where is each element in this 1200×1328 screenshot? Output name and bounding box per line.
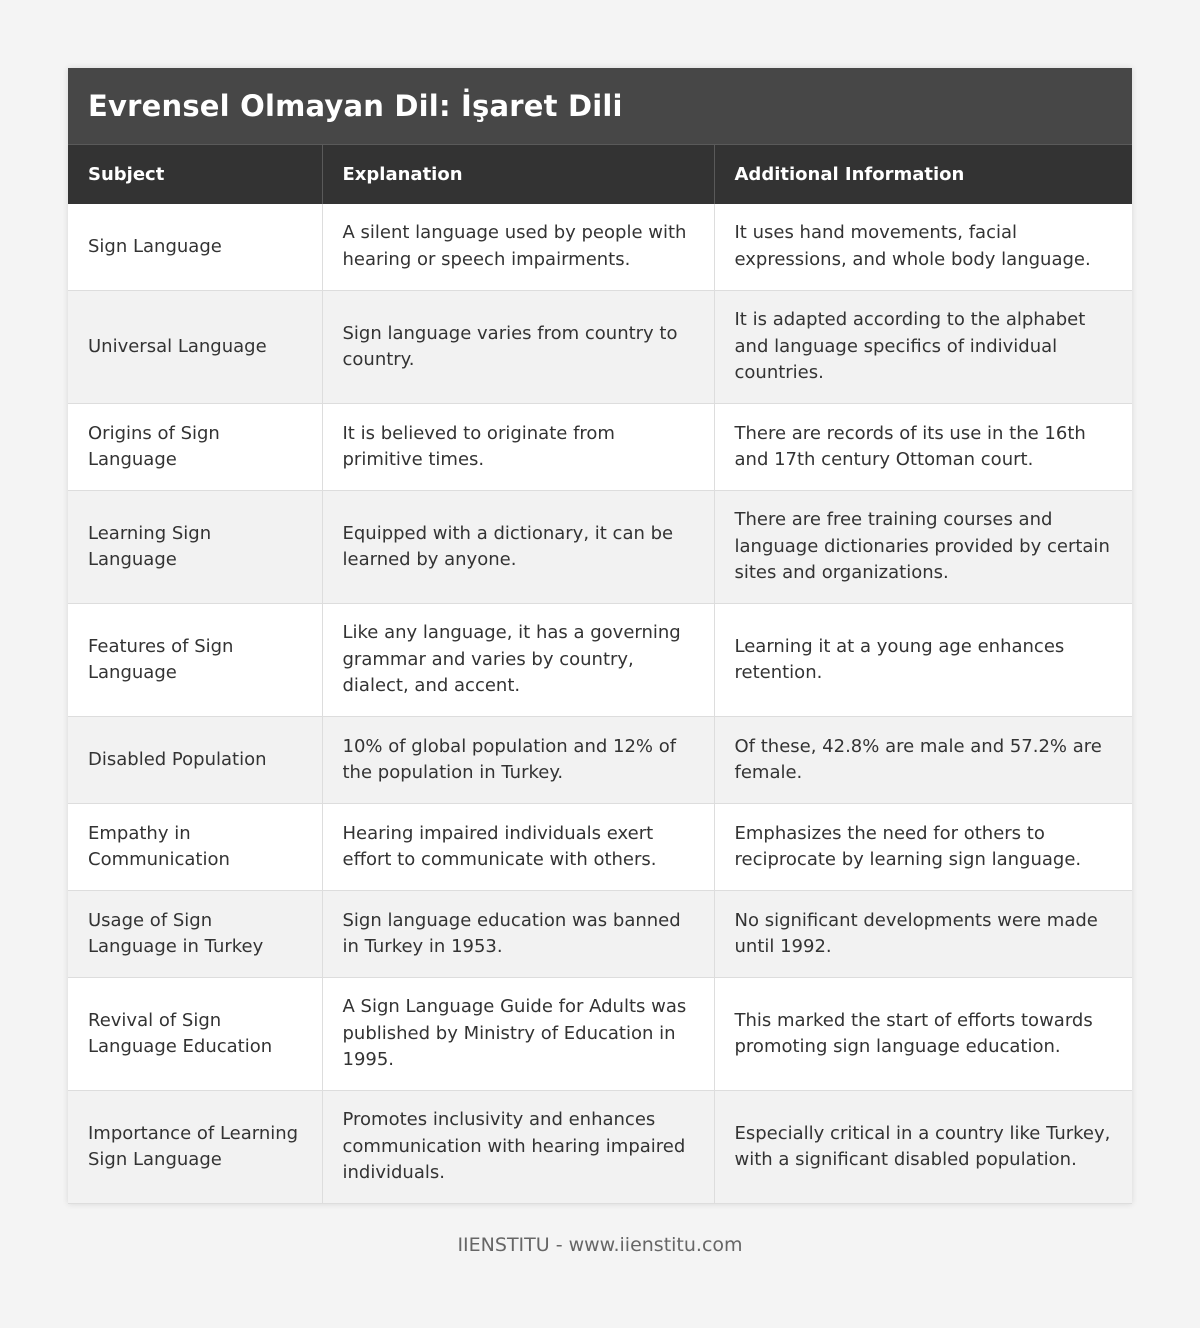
table-row — [68, 717, 1132, 804]
cell-additional-information: No significant developments were made until 1992. — [714, 891, 1132, 978]
cell-explanation: Equipped with a dictionary, it can be learned by anyone. — [322, 491, 714, 604]
table-row — [68, 1091, 1132, 1204]
table-row — [68, 291, 1132, 404]
cell-additional-information: There are records of its use in the 16th and 17th century Ottoman court. — [714, 404, 1132, 491]
cell-additional-information: It uses hand movements, facial expressions, and whole body language. — [714, 204, 1132, 291]
cell-additional-information: Especially critical in a country like Turkey, with a significant disabled population. — [714, 1091, 1132, 1204]
cell-explanation: It is believed to originate from primitive times. — [322, 404, 714, 491]
cell-subject: Usage of Sign Language in Turkey — [68, 891, 322, 978]
cell-subject: Origins of Sign Language — [68, 404, 322, 491]
page-title: Evrensel Olmayan Dil: İşaret Dili — [68, 68, 1132, 144]
cell-explanation: Sign language education was banned in Turkey in 1953. — [322, 891, 714, 978]
cell-explanation: Like any language, it has a governing grammar and varies by country, dialect, and accent. — [322, 604, 714, 717]
column-header-additional-information: Additional Information — [714, 145, 1132, 204]
cell-explanation: Promotes inclusivity and enhances communication with hearing impaired individuals. — [322, 1091, 714, 1204]
cell-explanation: 10% of global population and 12% of the population in Turkey. — [322, 717, 714, 804]
table-row — [68, 404, 1132, 491]
cell-additional-information: Emphasizes the need for others to reciprocate by learning sign language. — [714, 804, 1132, 891]
table-row — [68, 204, 1132, 291]
cell-explanation: A Sign Language Guide for Adults was published by Ministry of Education in 1995. — [322, 978, 714, 1091]
table-row — [68, 491, 1132, 604]
cell-additional-information: It is adapted according to the alphabet and language specifics of individual countries. — [714, 291, 1132, 404]
cell-additional-information: Of these, 42.8% are male and 57.2% are female. — [714, 717, 1132, 804]
cell-additional-information: Learning it at a young age enhances retention. — [714, 604, 1132, 717]
cell-subject: Learning Sign Language — [68, 491, 322, 604]
cell-subject: Universal Language — [68, 291, 322, 404]
cell-subject: Sign Language — [68, 204, 322, 291]
cell-subject: Disabled Population — [68, 717, 322, 804]
cell-explanation: Sign language varies from country to country. — [322, 291, 714, 404]
cell-explanation: Hearing impaired individuals exert effort to communicate with others. — [322, 804, 714, 891]
data-table — [68, 144, 1132, 1204]
content-card — [68, 68, 1132, 1204]
table-row — [68, 978, 1132, 1091]
cell-additional-information: This marked the start of efforts towards promoting sign language education. — [714, 978, 1132, 1091]
cell-additional-information: There are free training courses and language dictionaries provided by certain sites and organizations. — [714, 491, 1132, 604]
table-row — [68, 804, 1132, 891]
cell-subject: Importance of Learning Sign Language — [68, 1091, 322, 1204]
cell-subject: Empathy in Communication — [68, 804, 322, 891]
cell-subject: Revival of Sign Language Education — [68, 978, 322, 1091]
table-row — [68, 891, 1132, 978]
cell-explanation: A silent language used by people with hearing or speech impairments. — [322, 204, 714, 291]
table-header-row — [68, 145, 1132, 204]
table-row — [68, 604, 1132, 717]
column-header-subject: Subject — [68, 145, 322, 204]
column-header-explanation: Explanation — [322, 145, 714, 204]
cell-subject: Features of Sign Language — [68, 604, 322, 717]
footer-credit: IIENSTITU - www.iienstitu.com — [457, 1234, 743, 1256]
